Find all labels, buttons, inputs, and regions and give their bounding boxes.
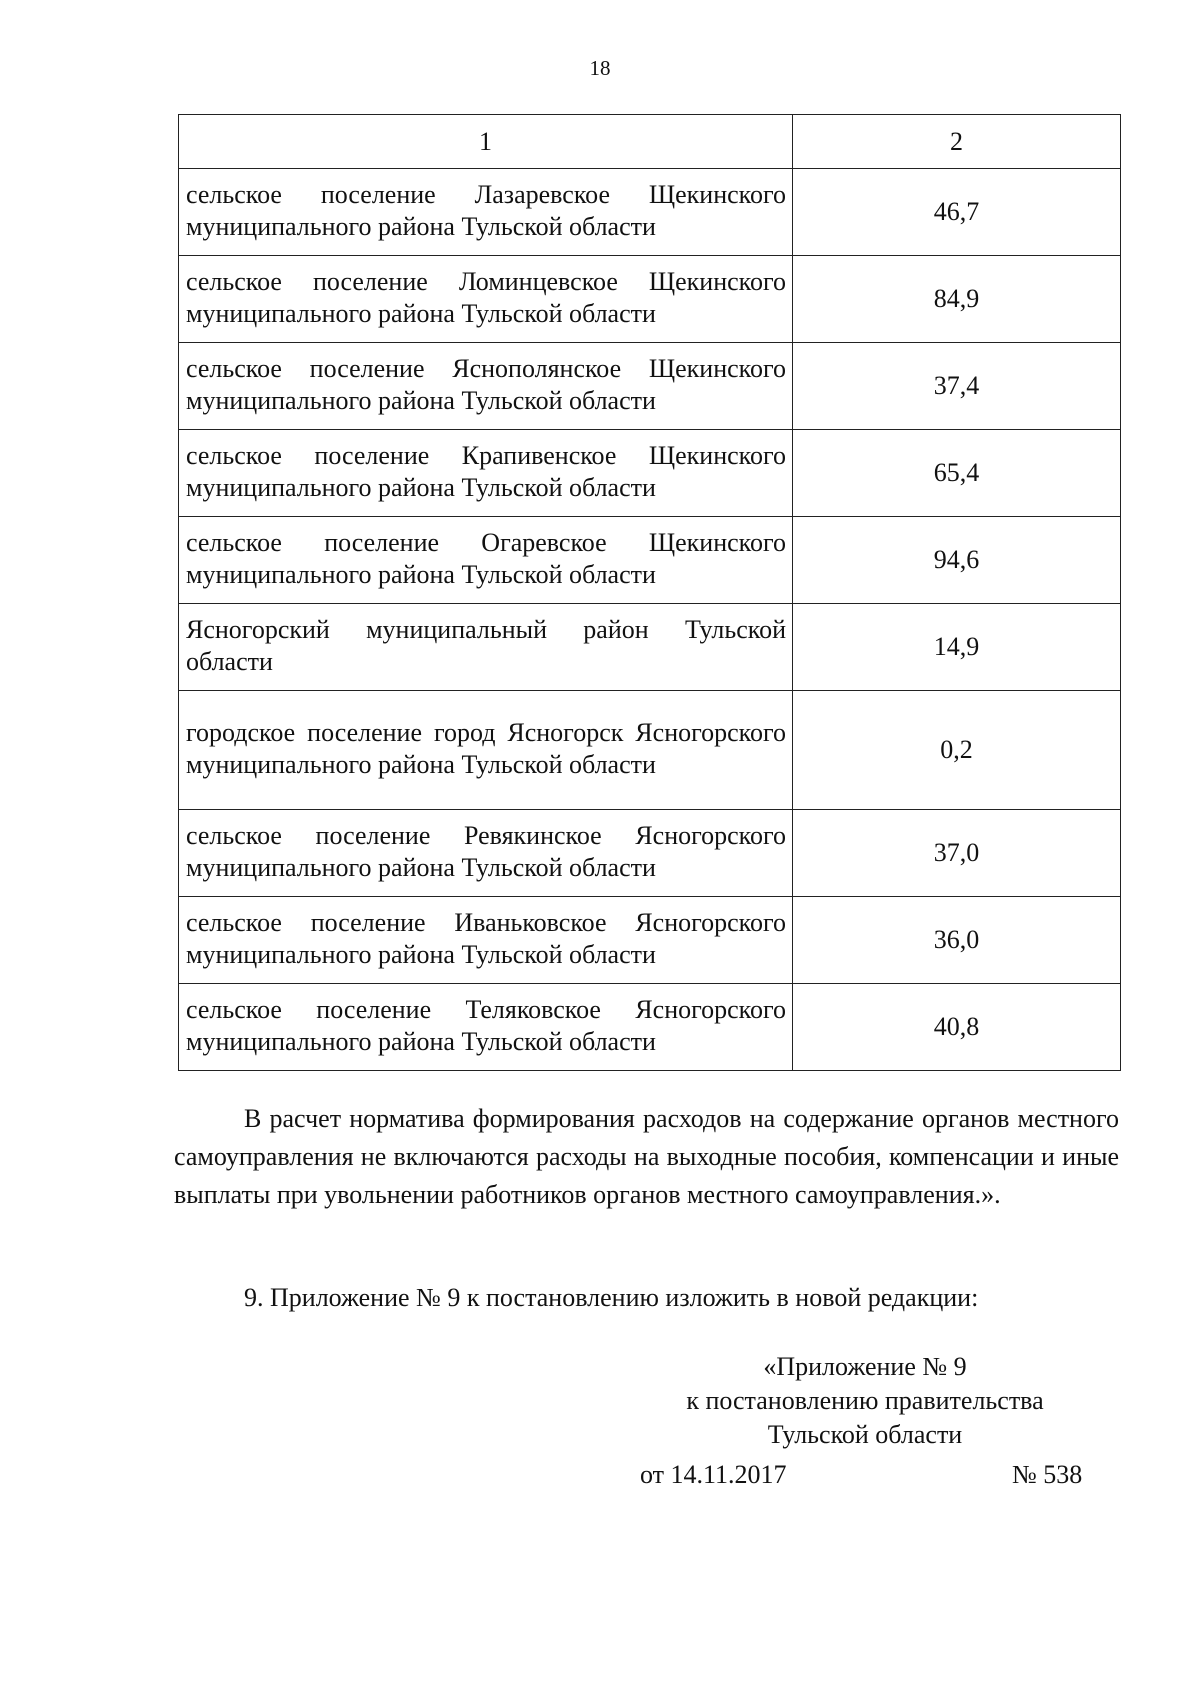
municipality-value: 46,7 bbox=[793, 169, 1121, 256]
municipality-value: 84,9 bbox=[793, 256, 1121, 343]
municipality-name: сельское поселение Яснополянское Щекинского муниципального района Тульской области bbox=[179, 343, 793, 430]
municipality-name: городское поселение город Ясногорск Ясногорского муниципального района Тульской области bbox=[179, 691, 793, 810]
body-paragraph-expenses: В расчет норматива формирования расходов на содержание органов местного самоуправления не включаются расходы на выходные пособия, компенсации и иные выплаты при увольнении работников органов местного самоуправления.». bbox=[174, 1104, 1119, 1209]
municipality-value: 37,0 bbox=[793, 810, 1121, 897]
column-header-1: 1 bbox=[179, 115, 793, 169]
table-row bbox=[179, 897, 1121, 984]
municipality-name: сельское поселение Ревякинское Ясногорского муниципального района Тульской области bbox=[179, 810, 793, 897]
municipality-name: сельское поселение Крапивенское Щекинского муниципального района Тульской области bbox=[179, 430, 793, 517]
table-row bbox=[179, 169, 1121, 256]
municipality-name: Ясногорский муниципальный район Тульской области bbox=[179, 604, 793, 691]
column-header-2: 2 bbox=[793, 115, 1121, 169]
table-row bbox=[179, 343, 1121, 430]
municipality-value: 65,4 bbox=[793, 430, 1121, 517]
municipality-value: 36,0 bbox=[793, 897, 1121, 984]
body-paragraph-appendix-9: 9. Приложение № 9 к постановлению изложить в новой редакции: bbox=[244, 1283, 979, 1312]
data-table bbox=[178, 114, 1121, 1071]
municipality-value: 14,9 bbox=[793, 604, 1121, 691]
municipality-value: 40,8 bbox=[793, 984, 1121, 1071]
municipality-name: сельское поселение Лазаревское Щекинского муниципального района Тульской области bbox=[179, 169, 793, 256]
table-row bbox=[179, 256, 1121, 343]
table-header-row bbox=[179, 115, 1121, 169]
municipality-name: сельское поселение Ломинцевское Щекинского муниципального района Тульской области bbox=[179, 256, 793, 343]
table-row bbox=[179, 517, 1121, 604]
municipality-name: сельское поселение Огаревское Щекинского муниципального района Тульской области bbox=[179, 517, 793, 604]
table-row bbox=[179, 604, 1121, 691]
municipality-value: 37,4 bbox=[793, 343, 1121, 430]
appendix-reference: к постановлению правительства bbox=[686, 1386, 1044, 1415]
municipality-value: 0,2 bbox=[793, 691, 1121, 810]
resolution-number: № 538 bbox=[1012, 1460, 1083, 1489]
municipality-name: сельское поселение Иваньковское Ясногорского муниципального района Тульской области bbox=[179, 897, 793, 984]
table-row bbox=[179, 810, 1121, 897]
table-row bbox=[179, 430, 1121, 517]
resolution-date: от 14.11.2017 bbox=[640, 1460, 787, 1489]
table-row bbox=[179, 984, 1121, 1071]
appendix-title: «Приложение № 9 bbox=[763, 1352, 967, 1381]
page-number: 18 bbox=[589, 56, 611, 80]
appendix-region: Тульской области bbox=[767, 1420, 963, 1449]
municipality-name: сельское поселение Теляковское Ясногорского муниципального района Тульской области bbox=[179, 984, 793, 1071]
appendix-heading bbox=[645, 1350, 1085, 1452]
municipality-value: 94,6 bbox=[793, 517, 1121, 604]
table-row bbox=[179, 691, 1121, 810]
